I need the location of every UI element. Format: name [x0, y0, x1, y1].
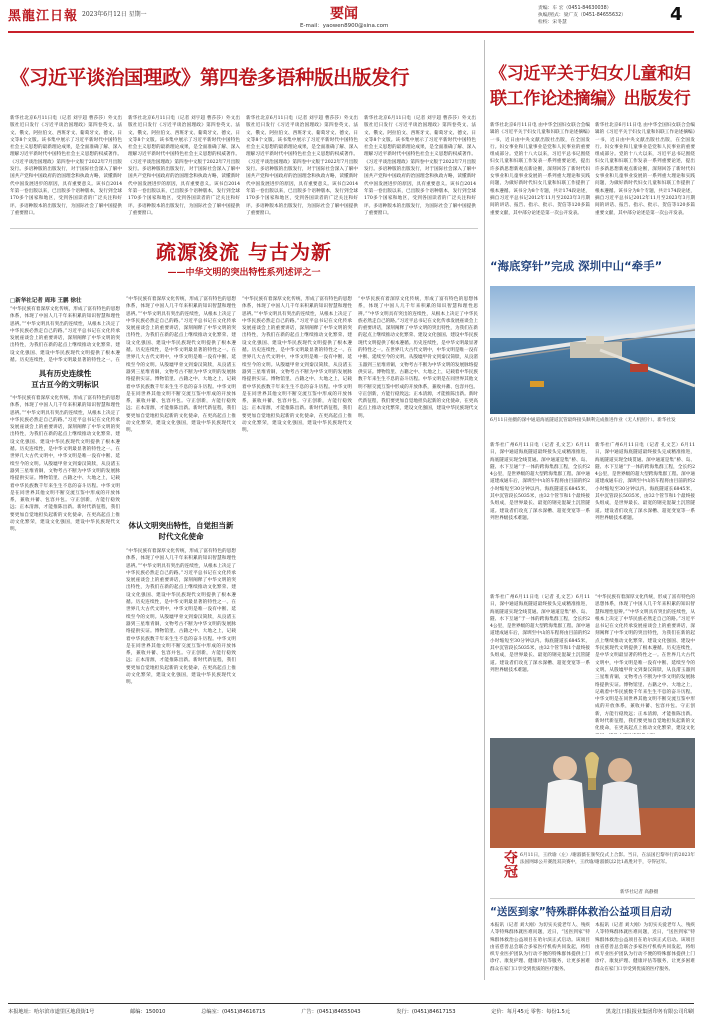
- bridge-title: “海底穿针”完成 深圳中山“牵手”: [490, 259, 663, 273]
- footer-address: 本报地址：哈尔滨市道里区地段街1号: [8, 1009, 95, 1015]
- feature-top-rule: [10, 228, 478, 229]
- header-rule: [8, 31, 694, 33]
- editor-line: 责编：车 宏（0451-84630038）: [538, 6, 612, 11]
- feature-body-3: “中华民族有着深厚文化传统，形成了富有特色的思想体系，体现了中国人几千年来积累的知识智慧和理性思辨。”“中华文明具有突出的连续性，从根本上决定了中华民族必然走自己的路。”习近平总书记在文化传承发展座谈会上的重要讲话，深刻阐释了中华文明的突出特性，为我们在新的起点上继续推动文化繁荣、建设文化强国、建设中华民族现代文明提供了根本遵循。历史连续性，是中华文明最显著的特性之一。在世界几大古代文明中，中华文明是唯一没有中断、延续至今的文明。从殷墟甲骨文到秦汉简牍，从良渚玉器到三星堆青铜，文物考古不断为中华文明的发展脉络提供实证。博物馆里、古籍之中、大地之上，记载着中华民族数千年来生生不息的奋斗历程。中华文明是在同世界其他文明不断交流互鉴中形成的开放体系，兼收并蓄、包容并包。守正创新，方能行稳致远；正本清源，才能推陈出新。新时代新征程，我们要更加自觉地担负起新的文化使命，在更高起点上推动文化繁荣，建设文化强国，建设中华民族现代文明。: [126, 297, 236, 434]
- bridge-body-1: 新华社广州6月11日电（记者 孔文艺）6月11日，深中通道海底隧道最终接头完成精准推进，海底隧道实现全线贯通。深中通道是集“桥、岛、隧、水下互通”于一体的跨海集群工程，全长约24公里，是世界级的超大型跨海集群工程。深中通道建成通车后，深圳至中山的车程将由目前的约2小时缩短至30分钟以内。海底隧道长6845米，其中沉管段长5035米，由32个管节和1个最终接头组成，是世界最长、最宽的钢壳混凝土沉管隧道。建设者们攻克了深水深槽、超宽变宽等一系列世界级技术难题。: [490, 443, 590, 521]
- side-title: 《习近平关于妇女儿童和妇联工作论述摘编》出版发行: [490, 64, 691, 109]
- footer-postcode: 邮编：150010: [130, 1009, 166, 1015]
- bridge-photo-image: [490, 286, 695, 414]
- feature-body-1: “中华民族有着深厚文化传统，形成了富有特色的思想体系，体现了中国人几千年来积累的知识智慧和理性思辨。”“中华文明具有突出的连续性，从根本上决定了中华民族必然走自己的路。”习近平总书记在文化传承发展座谈会上的重要讲话，深刻阐释了中华文明的突出特性，为我们在新的起点上继续推动文化繁荣、建设文化强国、建设中华民族现代文明提供了根本遵循。历史连续性，是中华文明最显著的特性之一。在: [10, 307, 120, 364]
- column-divider: [484, 40, 485, 980]
- lead-body-1: 新华社北京6月11日电（记者 刘宇超 曹莎莎）外文出版社近日发行《习近平谈治国理政》第四卷英文、法文、俄文、阿拉伯文、西班牙文、葡萄牙文、德文、日文等8个文版。该书集中展示了习近平新时代中国特色社会主义思想的最新理论成果，是全面准确了解、深入理解习近平新时代中国特色社会主义思想的权威著作。《习近平谈治国理政》第四卷中文版于2022年7月出版发行。多语种版的出版发行，对于国际社会深入了解中国共产党和中国政府的治国理念和执政方略，读懂新时代中国发展进步的原因，具有重要意义。该书自2014年第一卷出版以来，已出版多个语种版本，发行到全球170多个国家和地区，受到各国读者的广泛关注和好评。多语种版本的出版发行，为国际社会了解中国提供了重要窗口。: [10, 116, 122, 216]
- medical-body-1: 本报讯（记者 刘大刚）为切实关爱老年人、残疾人等特殊群体就医难问题，近日，“送医到家”特殊群体救治公益项目在哈尔滨正式启动。该项目由省慈善总会联合多家医疗机构共同发起，将组织专业医护团队为行动不便的特殊群体提供上门诊疗、康复护理、健康评估等服务，让更多困难群众在家门口享受到优质的医疗服务。: [490, 923, 590, 972]
- footer-ad-phone: 广告：(0451)84655043: [301, 1009, 361, 1015]
- footer-printer: 黑龙江日报报业集团印务有限公司印刷: [605, 1009, 694, 1015]
- feature-byline: □新华社记者 周玮 王鹏 徐壮: [10, 298, 82, 304]
- mid-body-1: 新华社广州6月11日电（记者 孔文艺）6月11日，深中通道海底隧道最终接头完成精准推进，海底隧道实现全线贯通。深中通道是集“桥、岛、隧、水下互通”于一体的跨海集群工程，全长约24公里，是世界级的超大型跨海集群工程。深中通道建成通车后，深圳至中山的车程将由目前的约2小时缩短至30分钟以内。海底隧道长6845米，其中沉管段长5035米，由32个管节和1个最终接头组成，是世界最长、最宽的钢壳混凝土沉管隧道。建设者们攻克了深水深槽、超宽变宽等一系列世界级技术难题。: [490, 595, 590, 673]
- layout-line: 执编/照式：梁广友（0451-84655632）: [538, 13, 626, 18]
- medical-body-2: 本报讯（记者 刘大刚）为切实关爱老年人、残疾人等特殊群体就医难问题，近日，“送医到家”特殊群体救治公益项目在哈尔滨正式启动。该项目由省慈善总会联合多家医疗机构共同发起，将组织专业医护团队为行动不便的特殊群体提供上门诊疗、康复护理、健康评估等服务，让更多困难群众在家门口享受到优质的医疗服务。: [595, 923, 695, 972]
- footer-distribution: 发行：(0451)84617153: [396, 1009, 456, 1015]
- masthead: 黑龍江日報: [8, 9, 79, 24]
- tennis-photo: [490, 738, 695, 848]
- sport-caption: 6月11日，王欣瑜（左）/谢淑薇在颁奖仪式上合影。当日，在法国巴黎举行的2023年法国网球公开赛混双决赛中，王欣瑜/谢淑薇以2比1战胜对手，夺得冠军。: [520, 853, 695, 866]
- sport-label: 夺冠: [502, 850, 518, 878]
- bridge-photo: [490, 286, 695, 414]
- feature-heading-3: 体认文明突出特性，自觉担当新时代文化使命: [128, 521, 234, 541]
- feature-body-6: “中华民族有着深厚文化传统，形成了富有特色的思想体系，体现了中国人几千年来积累的知识智慧和理性思辨。”“中华文明具有突出的连续性，从根本上决定了中华民族必然走自己的路。”习近平总书记在文化传承发展座谈会上的重要讲话，深刻阐释了中华文明的突出特性，为我们在新的起点上继续推动文化繁荣、建设文化强国、建设中华民族现代文明提供了根本遵循。历史连续性，是中华文明最显著的特性之一。在世界几大古代文明中，中华文明是唯一没有中断、延续至今的文明。从殷墟甲骨文到秦汉简牍，从良渚玉器到三星堆青铜，文物考古不断为中华文明的发展脉络提供实证。博物馆里、古籍之中、大地之上，记载着中华民族数千年来生生不息的奋斗历程。中华文明是在同世界其他文明不断交流互鉴中形成的开放体系，兼收并蓄、包容并包。守正创新，方能行稳致远；正本清源，才能推陈出新。新时代新征程，我们要更加自觉地担负起新的文化使命，在更高起点上推动文化繁荣，建设文化强国，建设中华民族现代文明。: [358, 297, 478, 419]
- medical-title: “送医到家”特殊群体救治公益项目启动: [490, 906, 672, 918]
- mid-body-2: “中华民族有着深厚文化传统，形成了富有特色的思想体系，体现了中国人几千年来积累的知识智慧和理性思辨。”“中华文明具有突出的连续性，从根本上决定了中华民族必然走自己的路。”习近平总书记在文化传承发展座谈会上的重要讲话，深刻阐释了中华文明的突出特性，为我们在新的起点上继续推动文化繁荣、建设文化强国、建设中华民族现代文明提供了根本遵循。历史连续性，是中华文明最显著的特性之一。在世界几大古代文明中，中华文明是唯一没有中断、延续至今的文明。从殷墟甲骨文到秦汉简牍，从良渚玉器到三星堆青铜，文物考古不断为中华文明的发展脉络提供实证。博物馆里、古籍之中、大地之上，记载着中华民族数千年来生生不息的奋斗历程。中华文明是在同世界其他文明不断交流互鉴中形成的开放体系，兼收并蓄、包容并包。守正创新，方能行稳致远；正本清源，才能推陈出新。新时代新征程，我们要更加自觉地担负起新的文化使命，在更高起点上推动文化繁荣，建设文化: [595, 595, 695, 732]
- lead-body-3: 新华社北京6月11日电（记者 刘宇超 曹莎莎）外文出版社近日发行《习近平谈治国理政》第四卷英文、法文、俄文、阿拉伯文、西班牙文、葡萄牙文、德文、日文等8个文版。该书集中展示了习近平新时代中国特色社会主义思想的最新理论成果，是全面准确了解、深入理解习近平新时代中国特色社会主义思想的权威著作。《习近平谈治国理政》第四卷中文版于2022年7月出版发行。多语种版的出版发行，对于国际社会深入了解中国共产党和中国政府的治国理念和执政方略，读懂新时代中国发展进步的原因，具有重要意义。该书自2014年第一卷出版以来，已出版多个语种版本，发行到全球170多个国家和地区，受到各国读者的广泛关注和好评。多语种版本的出版发行，为国际社会了解中国提供了重要窗口。: [246, 116, 358, 216]
- medical-top-rule: [490, 898, 695, 899]
- side-body-2: 新华社北京6月11日电 由中华全国妇女联合会编辑的《习近平关于妇女儿童和妇联工作论述摘编》一书，近日由中央文献出版社出版，在全国发行。妇女事业和儿童事业是党和人民事业的重要组成部分。党的十八大以来，习近平总书记围绕妇女儿童和妇联工作发表一系列重要论述，提出许多新思想新观点新论断，深刻回答了新时代妇女事业和儿童事业发展的一系列重大理论和实践问题，为做好新时代妇女儿童和妇联工作提供了根本遵循。该书分为8个专题，共计174段论述，摘自习近平总书记2012年11月至2023年3月期间的讲话、报告、指示、批示、贺信等120多篇重要文献，其中部分论述是第一次公开发表。: [595, 123, 695, 216]
- feature-heading-1-a: 具有历史连续性: [38, 369, 92, 378]
- side-body-1: 新华社北京6月11日电 由中华全国妇女联合会编辑的《习近平关于妇女儿童和妇联工作论述摘编》一书，近日由中央文献出版社出版，在全国发行。妇女事业和儿童事业是党和人民事业的重要组成部分。党的十八大以来，习近平总书记围绕妇女儿童和妇联工作发表一系列重要论述，提出许多新思想新观点新论断，深刻回答了新时代妇女事业和儿童事业发展的一系列重大理论和实践问题，为做好新时代妇女儿童和妇联工作提供了根本遵循。该书分为8个专题，共计174段论述，摘自习近平总书记2012年11月至2023年3月期间的讲话、报告、指示、批示、贺信等120多篇重要文献，其中部分论述是第一次公开发表。: [490, 123, 590, 216]
- issue-date: 2023年6月12日 星期一: [82, 11, 147, 18]
- feature-heading-1-b: 亘古亘今的文明标识: [31, 380, 99, 389]
- feature-subtitle: ——中华文明的突出特性系列述评之一: [167, 268, 321, 278]
- bridge-caption: 6月11日拍摄的深中通道海底隧道沉管最终接头顺利完成推进作业（无人机照片）。新华社发: [490, 418, 676, 423]
- sport-credit: 新华社记者 高静摄: [620, 890, 659, 895]
- lead-title: 《习近平谈治国理政》第四卷多语种版出版发行: [10, 66, 410, 89]
- section-email: E-mail：yaowen8900@sina.com: [300, 23, 389, 29]
- tennis-photo-image: [490, 738, 695, 848]
- page-number: 4: [670, 4, 683, 25]
- bridge-body-2: 新华社广州6月11日电（记者 孔文艺）6月11日，深中通道海底隧道最终接头完成精准推进，海底隧道实现全线贯通。深中通道是集“桥、岛、隧、水下互通”于一体的跨海集群工程，全长约24公里，是世界级的超大型跨海集群工程。深中通道建成通车后，深圳至中山的车程将由目前的约2小时缩短至30分钟以内。海底隧道长6845米，其中沉管段长5035米，由32个管节和1个最终接头组成，是世界最长、最宽的钢壳混凝土沉管隧道。建设者们攻克了深水深槽、超宽变宽等一系列世界级技术难题。: [595, 443, 695, 521]
- footer-line: [8, 1008, 694, 1015]
- lead-body-4: 新华社北京6月11日电（记者 刘宇超 曹莎莎）外文出版社近日发行《习近平谈治国理政》第四卷英文、法文、俄文、阿拉伯文、西班牙文、葡萄牙文、德文、日文等8个文版。该书集中展示了习近平新时代中国特色社会主义思想的最新理论成果，是全面准确了解、深入理解习近平新时代中国特色社会主义思想的权威著作。《习近平谈治国理政》第四卷中文版于2022年7月出版发行。多语种版的出版发行，对于国际社会深入了解中国共产党和中国政府的治国理念和执政方略，读懂新时代中国发展进步的原因，具有重要意义。该书自2014年第一卷出版以来，已出版多个语种版本，发行到全球170多个国家和地区，受到各国读者的广泛关注和好评。多语种版本的出版发行，为国际社会了解中国提供了重要窗口。: [364, 116, 476, 216]
- footer-price: 定价：每月45元 零售：每份1.5元: [491, 1009, 571, 1015]
- section-title: 要闻: [330, 6, 358, 22]
- lead-body-2: 新华社北京6月11日电（记者 刘宇超 曹莎莎）外文出版社近日发行《习近平谈治国理政》第四卷英文、法文、俄文、阿拉伯文、西班牙文、葡萄牙文、德文、日文等8个文版。该书集中展示了习近平新时代中国特色社会主义思想的最新理论成果，是全面准确了解、深入理解习近平新时代中国特色社会主义思想的权威著作。《习近平谈治国理政》第四卷中文版于2022年7月出版发行。多语种版的出版发行，对于国际社会深入了解中国共产党和中国政府的治国理念和执政方略，读懂新时代中国发展进步的原因，具有重要意义。该书自2014年第一卷出版以来，已出版多个语种版本，发行到全球170多个国家和地区，受到各国读者的广泛关注和好评。多语种版本的出版发行，为国际社会了解中国提供了重要窗口。: [128, 116, 240, 216]
- feature-body-4: “中华民族有着深厚文化传统，形成了富有特色的思想体系，体现了中国人几千年来积累的知识智慧和理性思辨。”“中华文明具有突出的连续性，从根本上决定了中华民族必然走自己的路。”习近平总书记在文化传承发展座谈会上的重要讲话，深刻阐释了中华文明的突出特性，为我们在新的起点上继续推动文化繁荣、建设文化强国、建设中华民族现代文明提供了根本遵循。历史连续性，是中华文明最显著的特性之一。在世界几大古代文明中，中华文明是唯一没有中断、延续至今的文明。从殷墟甲骨文到秦汉简牍，从良渚玉器到三星堆青铜，文物考古不断为中华文明的发展脉络提供实证。博物馆里、古籍之中、大地之上，记载着中华民族数千年来生生不息的奋斗历程。中华文明是在同世界其他文明不断交流互鉴中形成的开放体系，兼收并蓄、包容并包。守正创新，方能行稳致远；正本清源，才能推陈出新。新时代新征程，我们要更加自觉地担负起新的文化使命，在更高起点上推动文化繁荣，建设文化强国，建设中华民族现代文明。: [126, 549, 236, 686]
- editor-info: [538, 5, 626, 26]
- check-line: 检校：宋冬慧: [538, 20, 567, 25]
- feature-body-2: “中华民族有着深厚文化传统，形成了富有特色的思想体系，体现了中国人几千年来积累的知识智慧和理性思辨。”“中华文明具有突出的连续性，从根本上决定了中华民族必然走自己的路。”习近平总书记在文化传承发展座谈会上的重要讲话，深刻阐释了中华文明的突出特性，为我们在新的起点上继续推动文化繁荣、建设文化强国、建设中华民族现代文明提供了根本遵循。历史连续性，是中华文明最显著的特性之一。在世界几大古代文明中，中华文明是唯一没有中断、延续至今的文明。从殷墟甲骨文到秦汉简牍，从良渚玉器到三星堆青铜，文物考古不断为中华文明的发展脉络提供实证。博物馆里、古籍之中、大地之上，记载着中华民族数千年来生生不息的奋斗历程。中华文明是在同世界其他文明不断交流互鉴中形成的开放体系，兼收并蓄、包容并包。守正创新，方能行稳致远；正本清源，才能推陈出新。新时代新征程，我们要更加自觉地担负起新的文化使命，在更高起点上推动文化繁荣，建设文化强国，建设中华民族现代文明。: [10, 396, 120, 533]
- feature-heading-1: [10, 368, 120, 390]
- footer-office-phone: 总编室：(0451)84616715: [201, 1009, 266, 1015]
- footer-rule: [8, 1003, 694, 1004]
- feature-body-5: “中华民族有着深厚文化传统，形成了富有特色的思想体系，体现了中国人几千年来积累的知识智慧和理性思辨。”“中华文明具有突出的连续性，从根本上决定了中华民族必然走自己的路。”习近平总书记在文化传承发展座谈会上的重要讲话，深刻阐释了中华文明的突出特性，为我们在新的起点上继续推动文化繁荣、建设文化强国、建设中华民族现代文明提供了根本遵循。历史连续性，是中华文明最显著的特性之一。在世界几大古代文明中，中华文明是唯一没有中断、延续至今的文明。从殷墟甲骨文到秦汉简牍，从良渚玉器到三星堆青铜，文物考古不断为中华文明的发展脉络提供实证。博物馆里、古籍之中、大地之上，记载着中华民族数千年来生生不息的奋斗历程。中华文明是在同世界其他文明不断交流互鉴中形成的开放体系，兼收并蓄、包容并包。守正创新，方能行稳致远；正本清源，才能推陈出新。新时代新征程，我们要更加自觉地担负起新的文化使命，在更高起点上推动文化繁荣，建设文化强国，建设中华民族现代文明。: [242, 297, 352, 434]
- feature-title: 疏源浚流 与古为新: [156, 240, 332, 264]
